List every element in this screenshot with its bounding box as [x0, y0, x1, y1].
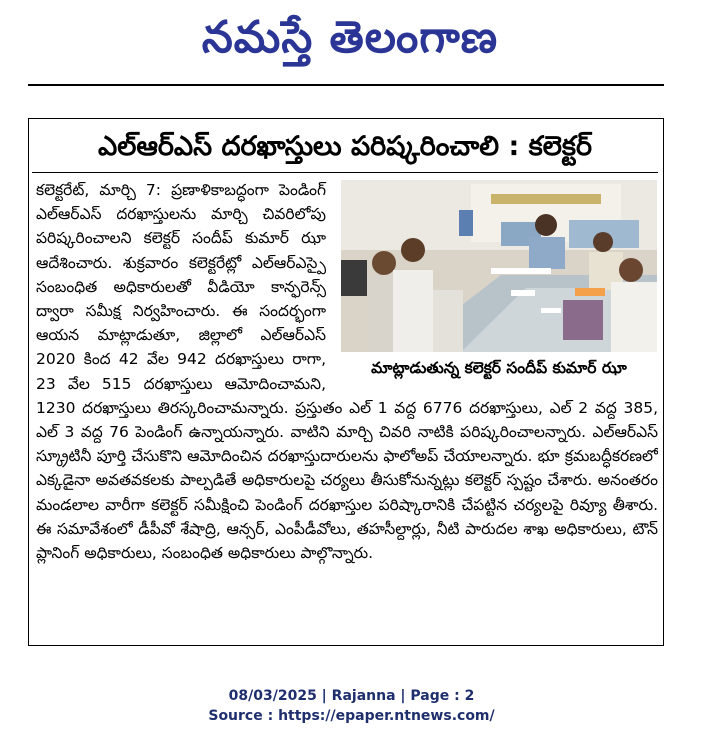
footer-date-edition: 08/03/2025 | Rajanna | Page : 2	[228, 688, 475, 704]
headline-divider	[32, 172, 658, 173]
masthead-logo: నమస్తే తెలంగాణ	[201, 12, 499, 63]
masthead-divider	[28, 84, 664, 86]
article-photo	[341, 180, 657, 352]
meeting-photo-illustration	[341, 180, 657, 352]
article-headline: ఎల్ఆర్ఎస్ దరఖాస్తులు పరిష్కరించాలి : కలెక్టర్	[98, 131, 592, 162]
footer-source-link[interactable]: Source : https://epaper.ntnews.com/	[208, 708, 495, 724]
article-body-text: కలెక్టరేట్, మార్చి 7: ప్రణాళికాబద్ధంగా పెండింగ్ ఎల్ఆర్ఎస్ దరఖాస్తులను మార్చి చివరిలోపు పరిష్కరించాలని కలెక్టర్ సందీప్ కుమార్ ఝా ఆదేశించారు. శుక్రవారం కలెక్టరేట్లో ఎల్ఆర్ఎస్పై సంబంధిత అధికారులతో వీడియో కాన్ఫరెన్స్ ద్వారా సమీక్ష నిర్వహించారు. ఈ సందర్భంగా ఆయన మాట్లాడుతూ, జిల్లాలో ఎల్ఆర్ఎస్ 2020 కింద 42 వేల 942 దరఖాస్తులు రాగా, 23 వేల 515 దరఖాస్తులు ఆమోదించామని, 1230 దరఖాస్తులు తిరస్కరించామన్నారు. ప్రస్తుతం ఎల్ 1 వద్ద 6776 దరఖాస్తులు, ఎల్ 2 వద్ద 385, ఎల్ 3 వద్ద 76 పెండింగ్ ఉన్నాయన్నారు. వాటిని మార్చి చివరి నాటికి పరిష్కరించాలన్నారు. ఎల్ఆర్ఎస్ స్క్రూటినీ పూర్తి చేసుకొని ఆమోదించిన దరఖాస్తుదారులను ఫాలోఅప్ చేయాలన్నారు. భూ క్రమబద్ధీకరణలో ఎక్కడైనా అవతవకలకు పాల్పడితే అధికారులపై చర్యలు తీసుకోనున్నట్లు కలెక్టర్ స్పష్టం చేశారు. అనంతరం మండలాల వారీగా కలెక్టర్ సమీక్షించి పెండింగ్ దరఖాస్తుల పరిష్కారానికి చేపట్టిన చర్యలపై రివ్యూ తీశారు. ఈ సమావేశంలో డీపీవో శేషాద్రి, ఆన్సర్, ఎంపీడీవోలు, తహసీల్దార్లు, నీటి పారుదల శాఖ అధికారులు, టౌన్ ప్లానింగ్ అధికారులు, సంబంధిత అధికారులు పాల్గొన్నారు.	[36, 181, 658, 563]
photo-caption: మాట్లాడుతున్న కలెక్టర్ సందీప్ కుమార్ ఝా	[371, 359, 627, 377]
